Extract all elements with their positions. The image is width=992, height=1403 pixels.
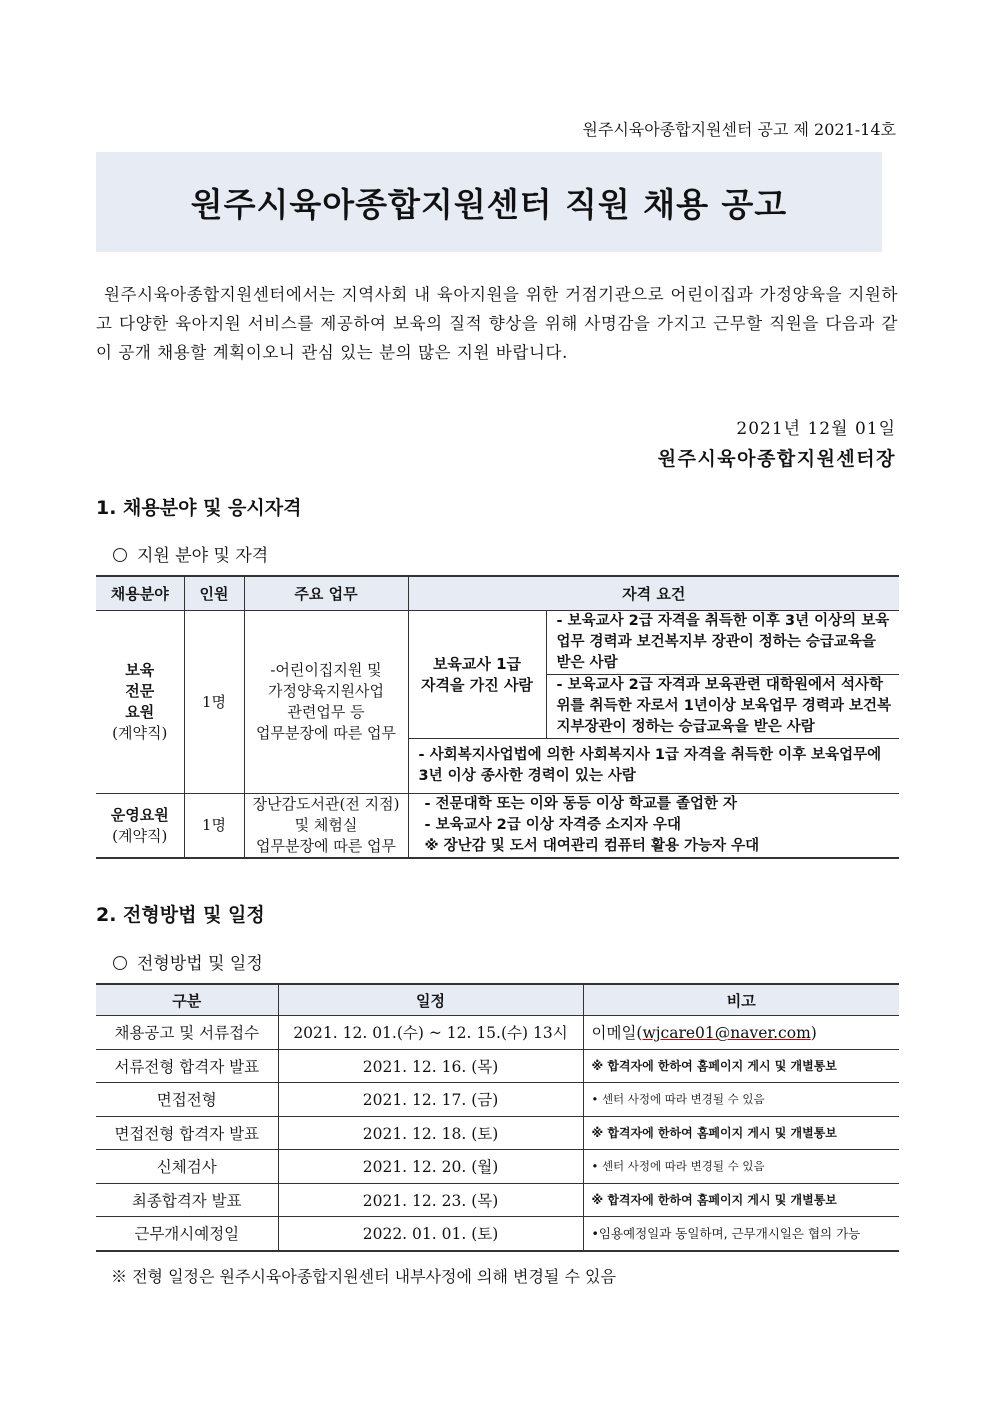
section2-heading: 2. 전형방법 및 일정	[96, 904, 265, 926]
table-row	[96, 794, 899, 859]
header-duties: 주요 업무	[244, 576, 408, 611]
field-line: (계약직)	[112, 724, 168, 742]
schedule-table	[96, 983, 899, 1252]
circle-bullet-icon	[113, 956, 127, 970]
remarks-cell: ※ 합격자에 한하여 홈페이지 게시 및 개별통보	[583, 1183, 899, 1217]
circle-bullet-icon	[113, 548, 127, 562]
section2-subheading-text: 전형방법 및 일정	[137, 954, 263, 974]
field-line: (계약직)	[112, 826, 168, 845]
stage-cell: 서류전형 합격자 발표	[96, 1049, 278, 1083]
announcement-date: 2021년 12월 01일	[736, 419, 896, 439]
header-field: 채용분야	[96, 576, 184, 611]
page-title: 원주시육아종합지원센터 직원 채용 공고	[190, 184, 788, 224]
requirement-line: ※ 장난감 및 도서 대여관리 컴퓨터 활용 가능자 우대	[424, 838, 760, 854]
requirement-line: - 보육교사 2급 이상 자격증 소지자 우대	[424, 817, 681, 833]
header-qualifications: 자격 요건	[408, 576, 899, 611]
stage-cell: 최종합격자 발표	[96, 1183, 278, 1217]
email-link[interactable]: wjcare01@naver.com	[642, 1024, 811, 1043]
section1-subheading-text: 지원 분야 및 자격	[137, 546, 269, 566]
email-suffix: )	[810, 1024, 817, 1043]
stage-cell: 면접전형	[96, 1083, 278, 1117]
schedule-cell: 2021. 12. 18. (토)	[278, 1116, 583, 1150]
notice-number: 원주시육아종합지원센터 공고 제 2021-14호	[582, 120, 896, 139]
table-header-row	[96, 984, 899, 1016]
remarks-cell	[583, 1016, 899, 1050]
field-line: 보육	[125, 661, 155, 679]
title-banner	[96, 152, 882, 252]
remarks-cell: ※ 합격자에 한하여 홈페이지 게시 및 개별통보	[583, 1116, 899, 1150]
requirement-b: - 보육교사 2급 자격과 보육관련 대학원에서 석사학위를 취득한 자로서 1년이상 보육업무 경력과 보건복지부장관이 정하는 승급교육을 받은 사람	[546, 675, 899, 739]
header-count: 인원	[184, 576, 244, 611]
schedule-cell: 2021. 12. 16. (목)	[278, 1049, 583, 1083]
stage-cell: 근무개시예정일	[96, 1217, 278, 1251]
schedule-cell: 2022. 01. 01. (토)	[278, 1217, 583, 1251]
duty-line: 장난감도서관(전 지점)	[252, 795, 400, 813]
qualification-group	[408, 611, 546, 739]
duties-cell	[244, 794, 408, 859]
requirement-a: - 보육교사 2급 자격을 취득한 이후 3년 이상의 보육업무 경력과 보건복지부 장관이 정하는 승급교육을 받은 사람	[546, 611, 899, 675]
issuer-name: 원주시육아종합지원센터장	[657, 448, 896, 470]
remarks-cell: • 센터 사정에 따라 변경될 수 있음	[583, 1150, 899, 1184]
table-row	[96, 611, 899, 675]
table-row	[96, 1150, 899, 1184]
header-remarks: 비고	[583, 984, 899, 1016]
section1-subheading	[113, 541, 268, 566]
table-row	[96, 1049, 899, 1083]
table-row	[96, 1116, 899, 1150]
schedule-cell: 2021. 12. 17. (금)	[278, 1083, 583, 1117]
duties-cell	[244, 611, 408, 794]
section2-subheading	[113, 949, 263, 974]
section1-heading: 1. 채용분야 및 응시자격	[96, 497, 302, 519]
intro-paragraph: 원주시육아종합지원센터에서는 지역사회 내 육아지원을 위한 거점기관으로 어린이집과 가정양육을 지원하고 다양한 육아지원 서비스를 제공하여 보육의 질적 향상을 위해 사명감을 가지고 근무할 직원을 다음과 같이 공개 채용할 계획이오니 관심 있는 분의 많은 지원 바랍니다.	[96, 285, 898, 362]
duty-line: 관련업무 등	[287, 703, 365, 721]
field-line: 요원	[125, 703, 155, 721]
recruitment-table	[96, 575, 899, 859]
count-cell: 1명	[184, 611, 244, 794]
schedule-cell: 2021. 12. 01.(수) ~ 12. 15.(수) 13시	[278, 1016, 583, 1050]
duty-line: 가정양육지원사업	[268, 682, 384, 700]
table-row	[96, 1217, 899, 1251]
stage-cell: 채용공고 및 서류접수	[96, 1016, 278, 1050]
qual-line: 보육교사 1급	[432, 654, 522, 673]
header-schedule: 일정	[278, 984, 583, 1016]
count-cell: 1명	[184, 794, 244, 859]
duty-line: 업무분장에 따른 업무	[256, 837, 396, 855]
remarks-cell: •임용예정일과 동일하며, 근무개시일은 협의 가능	[583, 1217, 899, 1251]
table-row	[96, 1083, 899, 1117]
remarks-cell: ※ 합격자에 한하여 홈페이지 게시 및 개별통보	[583, 1049, 899, 1083]
duty-line: -어린이집지원 및	[270, 661, 382, 679]
field-operations-staff	[96, 794, 184, 859]
field-line: 전문	[125, 682, 155, 700]
email-prefix: 이메일(	[591, 1024, 643, 1043]
schedule-cell: 2021. 12. 23. (목)	[278, 1183, 583, 1217]
stage-cell: 면접전형 합격자 발표	[96, 1116, 278, 1150]
requirement-c: - 사회복지사업법에 의한 사회복지사 1급 자격을 취득한 이후 보육업무에 3년 이상 종사한 경력이 있는 사람	[408, 739, 899, 794]
operations-requirements	[408, 794, 899, 859]
table-row	[96, 1016, 899, 1050]
stage-cell: 신체검사	[96, 1150, 278, 1184]
table-row	[96, 1183, 899, 1217]
remarks-cell: • 센터 사정에 따라 변경될 수 있음	[583, 1083, 899, 1117]
field-childcare-specialist	[96, 611, 184, 794]
table-header-row	[96, 576, 899, 611]
requirement-line: - 전문대학 또는 이와 동등 이상 학교를 졸업한 자	[424, 796, 738, 812]
duty-line: 및 체험실	[294, 816, 358, 834]
schedule-cell: 2021. 12. 20. (월)	[278, 1150, 583, 1184]
qual-line: 자격을 가진 사람	[421, 675, 533, 694]
schedule-footnote: ※ 전형 일정은 원주시육아종합지원센터 내부사정에 의해 변경될 수 있음	[111, 1267, 616, 1286]
field-line: 운영요원	[110, 805, 169, 824]
header-stage: 구분	[96, 984, 278, 1016]
duty-line: 업무분장에 따른 업무	[256, 724, 396, 742]
